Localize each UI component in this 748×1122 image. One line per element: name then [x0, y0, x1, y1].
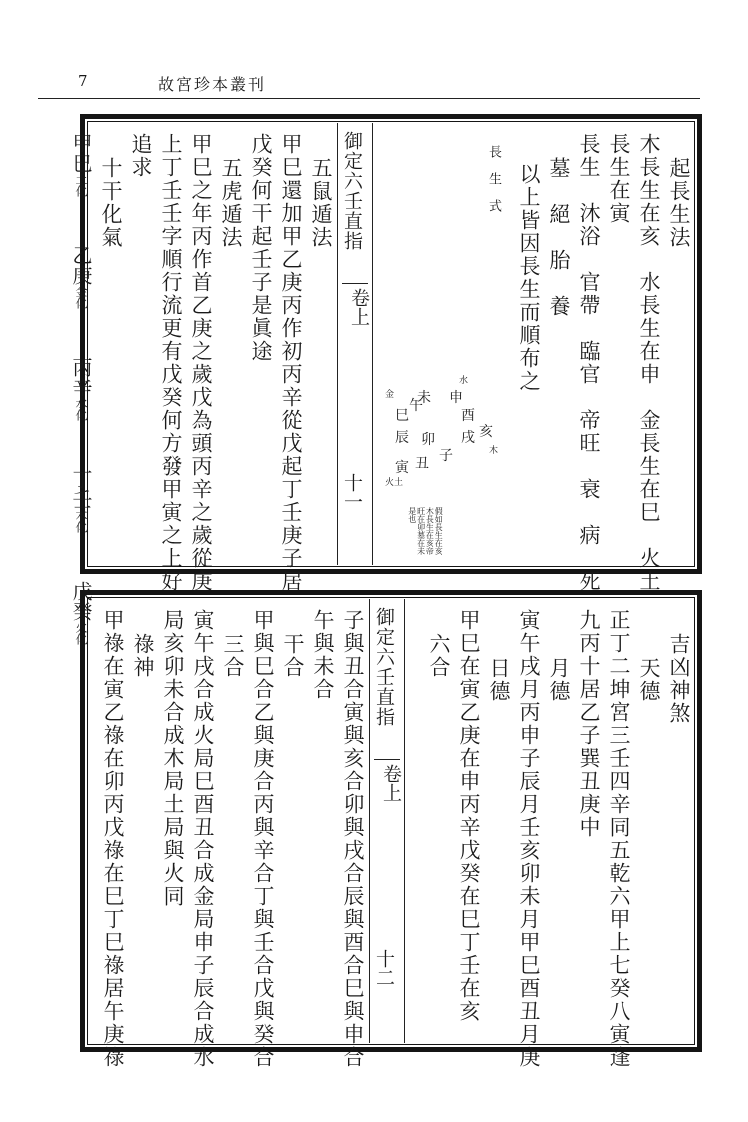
branch-hai: 亥 — [479, 424, 493, 440]
branch-mao: 卯 — [421, 432, 435, 448]
page-header — [38, 68, 700, 99]
stem-dingren: 丁壬木化 — [69, 469, 93, 533]
text-column: 以上皆因長生而順布之 — [517, 163, 541, 393]
text-column: 長生在寅 — [607, 133, 631, 225]
subheading-liuhe: 六合 — [427, 633, 451, 679]
stem-wugui: 戊癸火化 — [69, 581, 93, 645]
subheading-yuede: 月德 — [547, 657, 571, 703]
branch-xu: 戌 — [461, 430, 475, 446]
subheading-lushen: 祿神 — [131, 633, 155, 679]
folio-number: 十一 — [341, 473, 363, 511]
center-margin — [369, 599, 405, 1043]
text-column: 戊癸何干起壬子是眞途 — [249, 133, 273, 363]
text-column: 墓 絕 胎 養 — [547, 157, 571, 318]
diagram-title: 長生式 — [486, 145, 501, 226]
top-page-panel — [69, 114, 702, 645]
text-column: 甲巳還加甲乙庚丙作初丙辛從戊起丁壬庚子居 — [279, 133, 303, 593]
series-title: 故宮珍本叢刊 — [158, 75, 267, 94]
text-column: 長生 沐浴 官帶 臨官 帝旺 衰 病 死 — [577, 133, 601, 593]
text-column: 甲巳在寅乙庚在申丙辛戊癸在巳丁壬在亥 — [457, 609, 481, 1023]
section-heading-wushu: 五鼠遁法 — [309, 157, 333, 249]
text-column: 寅午戌合成火局巳酉丑合成金局申子辰合成水 — [191, 609, 215, 1069]
bottom-page-panel — [80, 590, 702, 1069]
stem-yigeng: 乙庚金化 — [69, 245, 93, 309]
section-heading-shigan: 十干化氣 — [99, 157, 123, 249]
branch-zi: 子 — [439, 448, 453, 464]
branch-si: 巳 — [395, 408, 409, 424]
volume-label: 卷上 — [374, 759, 400, 802]
stem-jiaji: 甲巳土化 — [69, 133, 93, 197]
subheading-tiande: 天德 — [637, 657, 661, 703]
text-column: 甲祿在寅乙祿在卯丙戊祿在巳丁巳祿居午庚祿 — [101, 609, 125, 1069]
tag-wood: 木 — [489, 446, 499, 456]
diagram-grid — [385, 376, 499, 499]
changsheng-diagram — [379, 127, 509, 561]
diagram-note: 假如長生在亥木長生在亥帝旺在卯墓在未是也 — [407, 507, 444, 555]
text-column: 甲巳之年丙作首乙庚之歲戊為頭丙辛之歲從庚 — [189, 133, 213, 593]
tag-metal: 金 — [385, 390, 395, 400]
text-column: 正丁二坤宮三壬四辛同五乾六甲上七癸八寅逢 — [607, 609, 631, 1069]
book-title: 御定六壬直指 — [341, 131, 363, 251]
text-column: 追求 — [129, 133, 153, 179]
branch-chen: 辰 — [395, 430, 409, 446]
tag-fire-earth: 火土 — [385, 478, 404, 488]
branch-yin: 寅 — [395, 460, 409, 476]
ten-stems-list — [61, 127, 93, 645]
section-heading-changsheng: 起長生法 — [667, 157, 691, 249]
section-heading-jixiong: 吉凶神煞 — [667, 633, 691, 725]
center-margin — [337, 123, 373, 565]
branch-you: 酉 — [461, 408, 475, 424]
text-column: 子與丑合寅與亥合卯與戌合辰與酉合巳與申合 — [341, 609, 365, 1069]
branch-chou: 丑 — [415, 456, 429, 472]
text-column: 寅午戌月丙申子辰月壬亥卯未月甲巳酉丑月庚 — [517, 609, 541, 1069]
branch-wu: 午 — [409, 398, 423, 414]
subheading-ride: 日德 — [487, 657, 511, 703]
tag-water: 水 — [459, 376, 469, 386]
subheading-ganhe: 干合 — [281, 633, 305, 679]
text-column: 上丁壬壬字順行流更有戊癸何方發甲寅之上好 — [159, 133, 183, 593]
book-title: 御定六壬直指 — [373, 607, 395, 727]
text-column: 木長生在亥 水長生在申 金長生在巳 火土 — [637, 133, 661, 593]
folio-number: 十二 — [373, 949, 395, 987]
branch-wei: 未 — [417, 390, 431, 406]
branch-shen: 申 — [449, 390, 463, 406]
text-column: 局亥卯未合成木局土局與火同 — [161, 609, 185, 908]
subheading-sanhe: 三合 — [221, 633, 245, 679]
text-column: 九丙十居乙子巽丑庚中 — [577, 609, 601, 839]
section-heading-wuhu: 五虎遁法 — [219, 157, 243, 249]
volume-label: 卷上 — [342, 283, 368, 326]
text-column: 午與未合 — [311, 609, 335, 701]
page-number: 7 — [78, 72, 88, 90]
text-column: 甲與巳合乙與庚合丙與辛合丁與壬合戊與癸合 — [251, 609, 275, 1069]
stem-bingxin: 丙辛水化 — [69, 357, 93, 421]
